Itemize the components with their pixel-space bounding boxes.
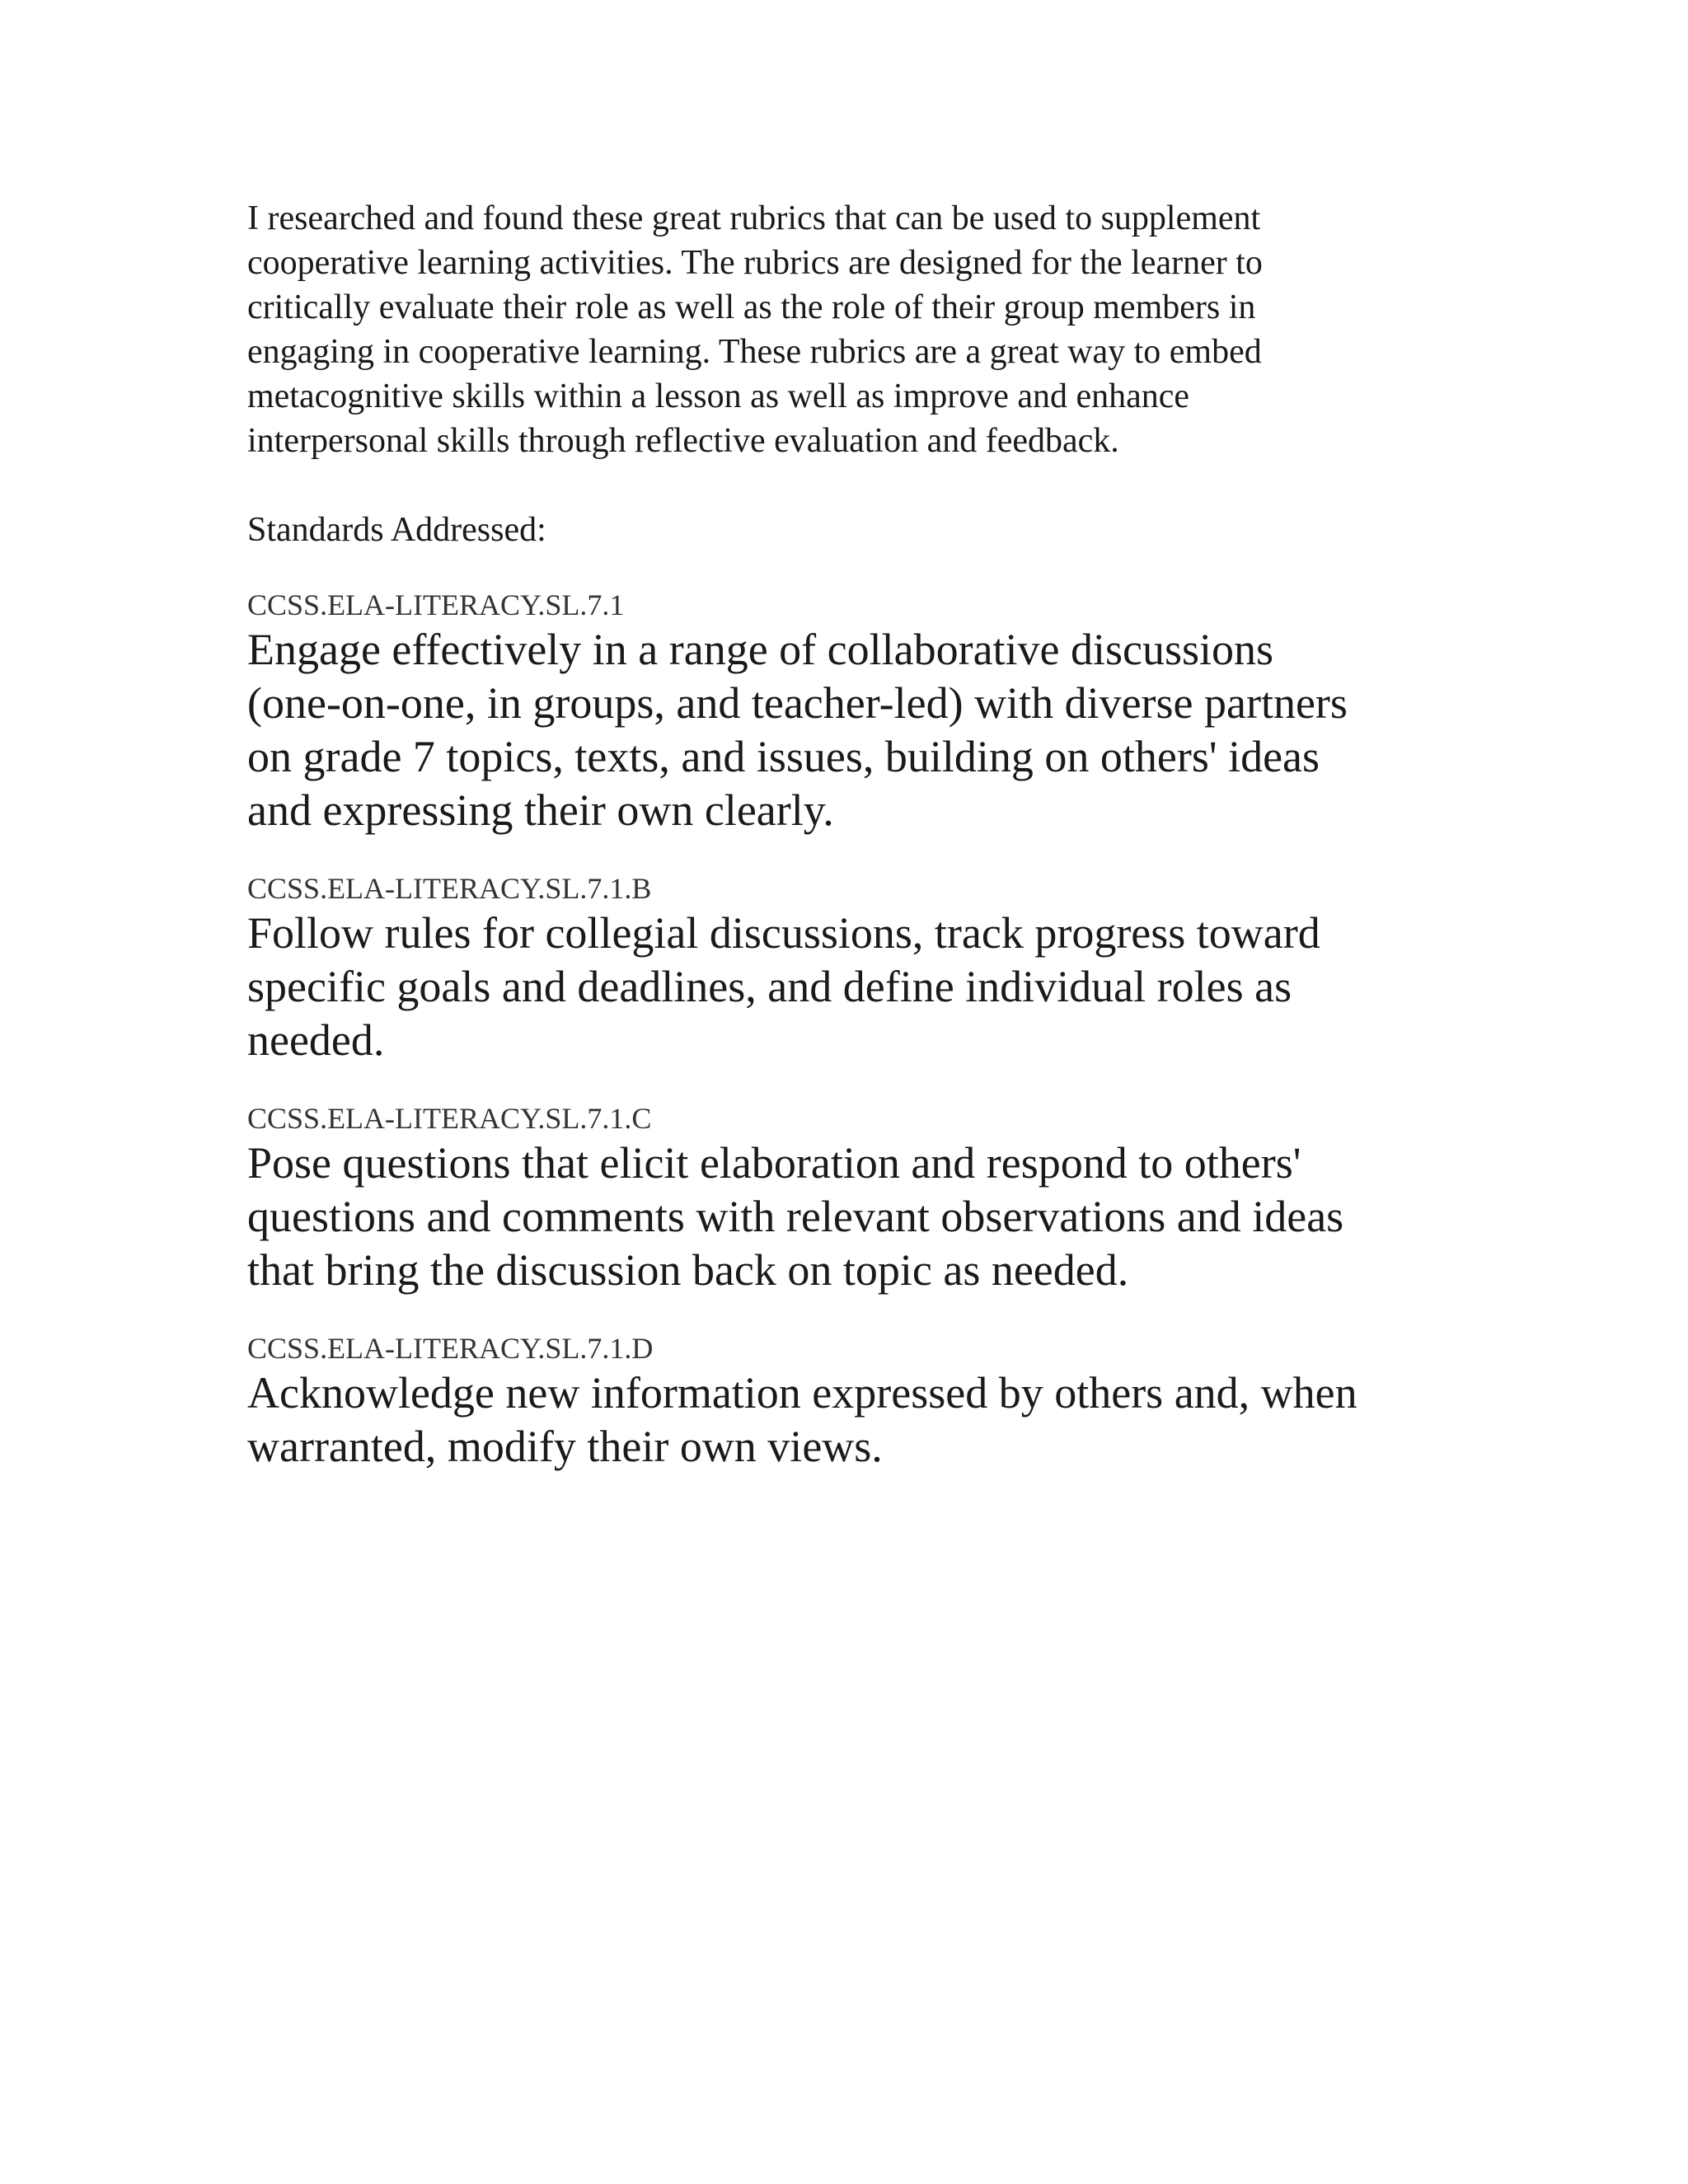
standard-line: and expressing their own clearly. (247, 785, 834, 835)
intro-line: critically evaluate their role as well as the role of their group members in (247, 288, 1256, 326)
standard-block-sl-7-1-b (247, 870, 1451, 1067)
intro-line: cooperative learning activities. The rubrics are designed for the learner to (247, 244, 1263, 282)
intro-line: I researched and found these great rubrics that can be used to supplement (247, 199, 1261, 237)
standard-line: warranted, modify their own views. (247, 1422, 883, 1471)
standard-line: (one-on-one, in groups, and teacher-led) with diverse partners (247, 678, 1348, 728)
standard-line: Engage effectively in a range of collaborative discussions (247, 625, 1274, 674)
standard-description (247, 623, 1451, 837)
intro-line: engaging in cooperative learning. These rubrics are a great way to embed (247, 333, 1262, 371)
document-body (247, 196, 1451, 1474)
standard-line: Follow rules for collegial discussions, track progress toward (247, 908, 1320, 958)
standards-heading: Standards Addressed: (247, 511, 546, 549)
standard-line: needed. (247, 1015, 385, 1065)
standard-block-sl-7-1-c (247, 1100, 1451, 1297)
standard-description (247, 907, 1451, 1067)
standard-code: CCSS.ELA-LITERACY.SL.7.1.C (247, 1102, 652, 1135)
standard-block-sl-7-1-d (247, 1330, 1451, 1474)
standard-line: that bring the discussion back on topic as needed. (247, 1245, 1129, 1295)
intro-line: interpersonal skills through reflective evaluation and feedback. (247, 422, 1119, 460)
standard-code: CCSS.ELA-LITERACY.SL.7.1 (247, 588, 625, 621)
standard-line: specific goals and deadlines, and define individual roles as (247, 962, 1292, 1011)
standard-line: on grade 7 topics, texts, and issues, building on others' ideas (247, 732, 1320, 781)
standard-description (247, 1137, 1451, 1297)
standard-description (247, 1366, 1451, 1474)
standard-code: CCSS.ELA-LITERACY.SL.7.1.B (247, 872, 652, 905)
intro-paragraph (247, 196, 1451, 463)
intro-line: metacognitive skills within a lesson as well as improve and enhance (247, 377, 1190, 415)
standard-block-sl-7-1 (247, 587, 1451, 837)
standard-line: Acknowledge new information expressed by others and, when (247, 1368, 1357, 1418)
standard-code: CCSS.ELA-LITERACY.SL.7.1.D (247, 1332, 654, 1365)
standard-line: questions and comments with relevant observations and ideas (247, 1192, 1344, 1241)
standard-line: Pose questions that elicit elaboration and respond to others' (247, 1138, 1301, 1188)
